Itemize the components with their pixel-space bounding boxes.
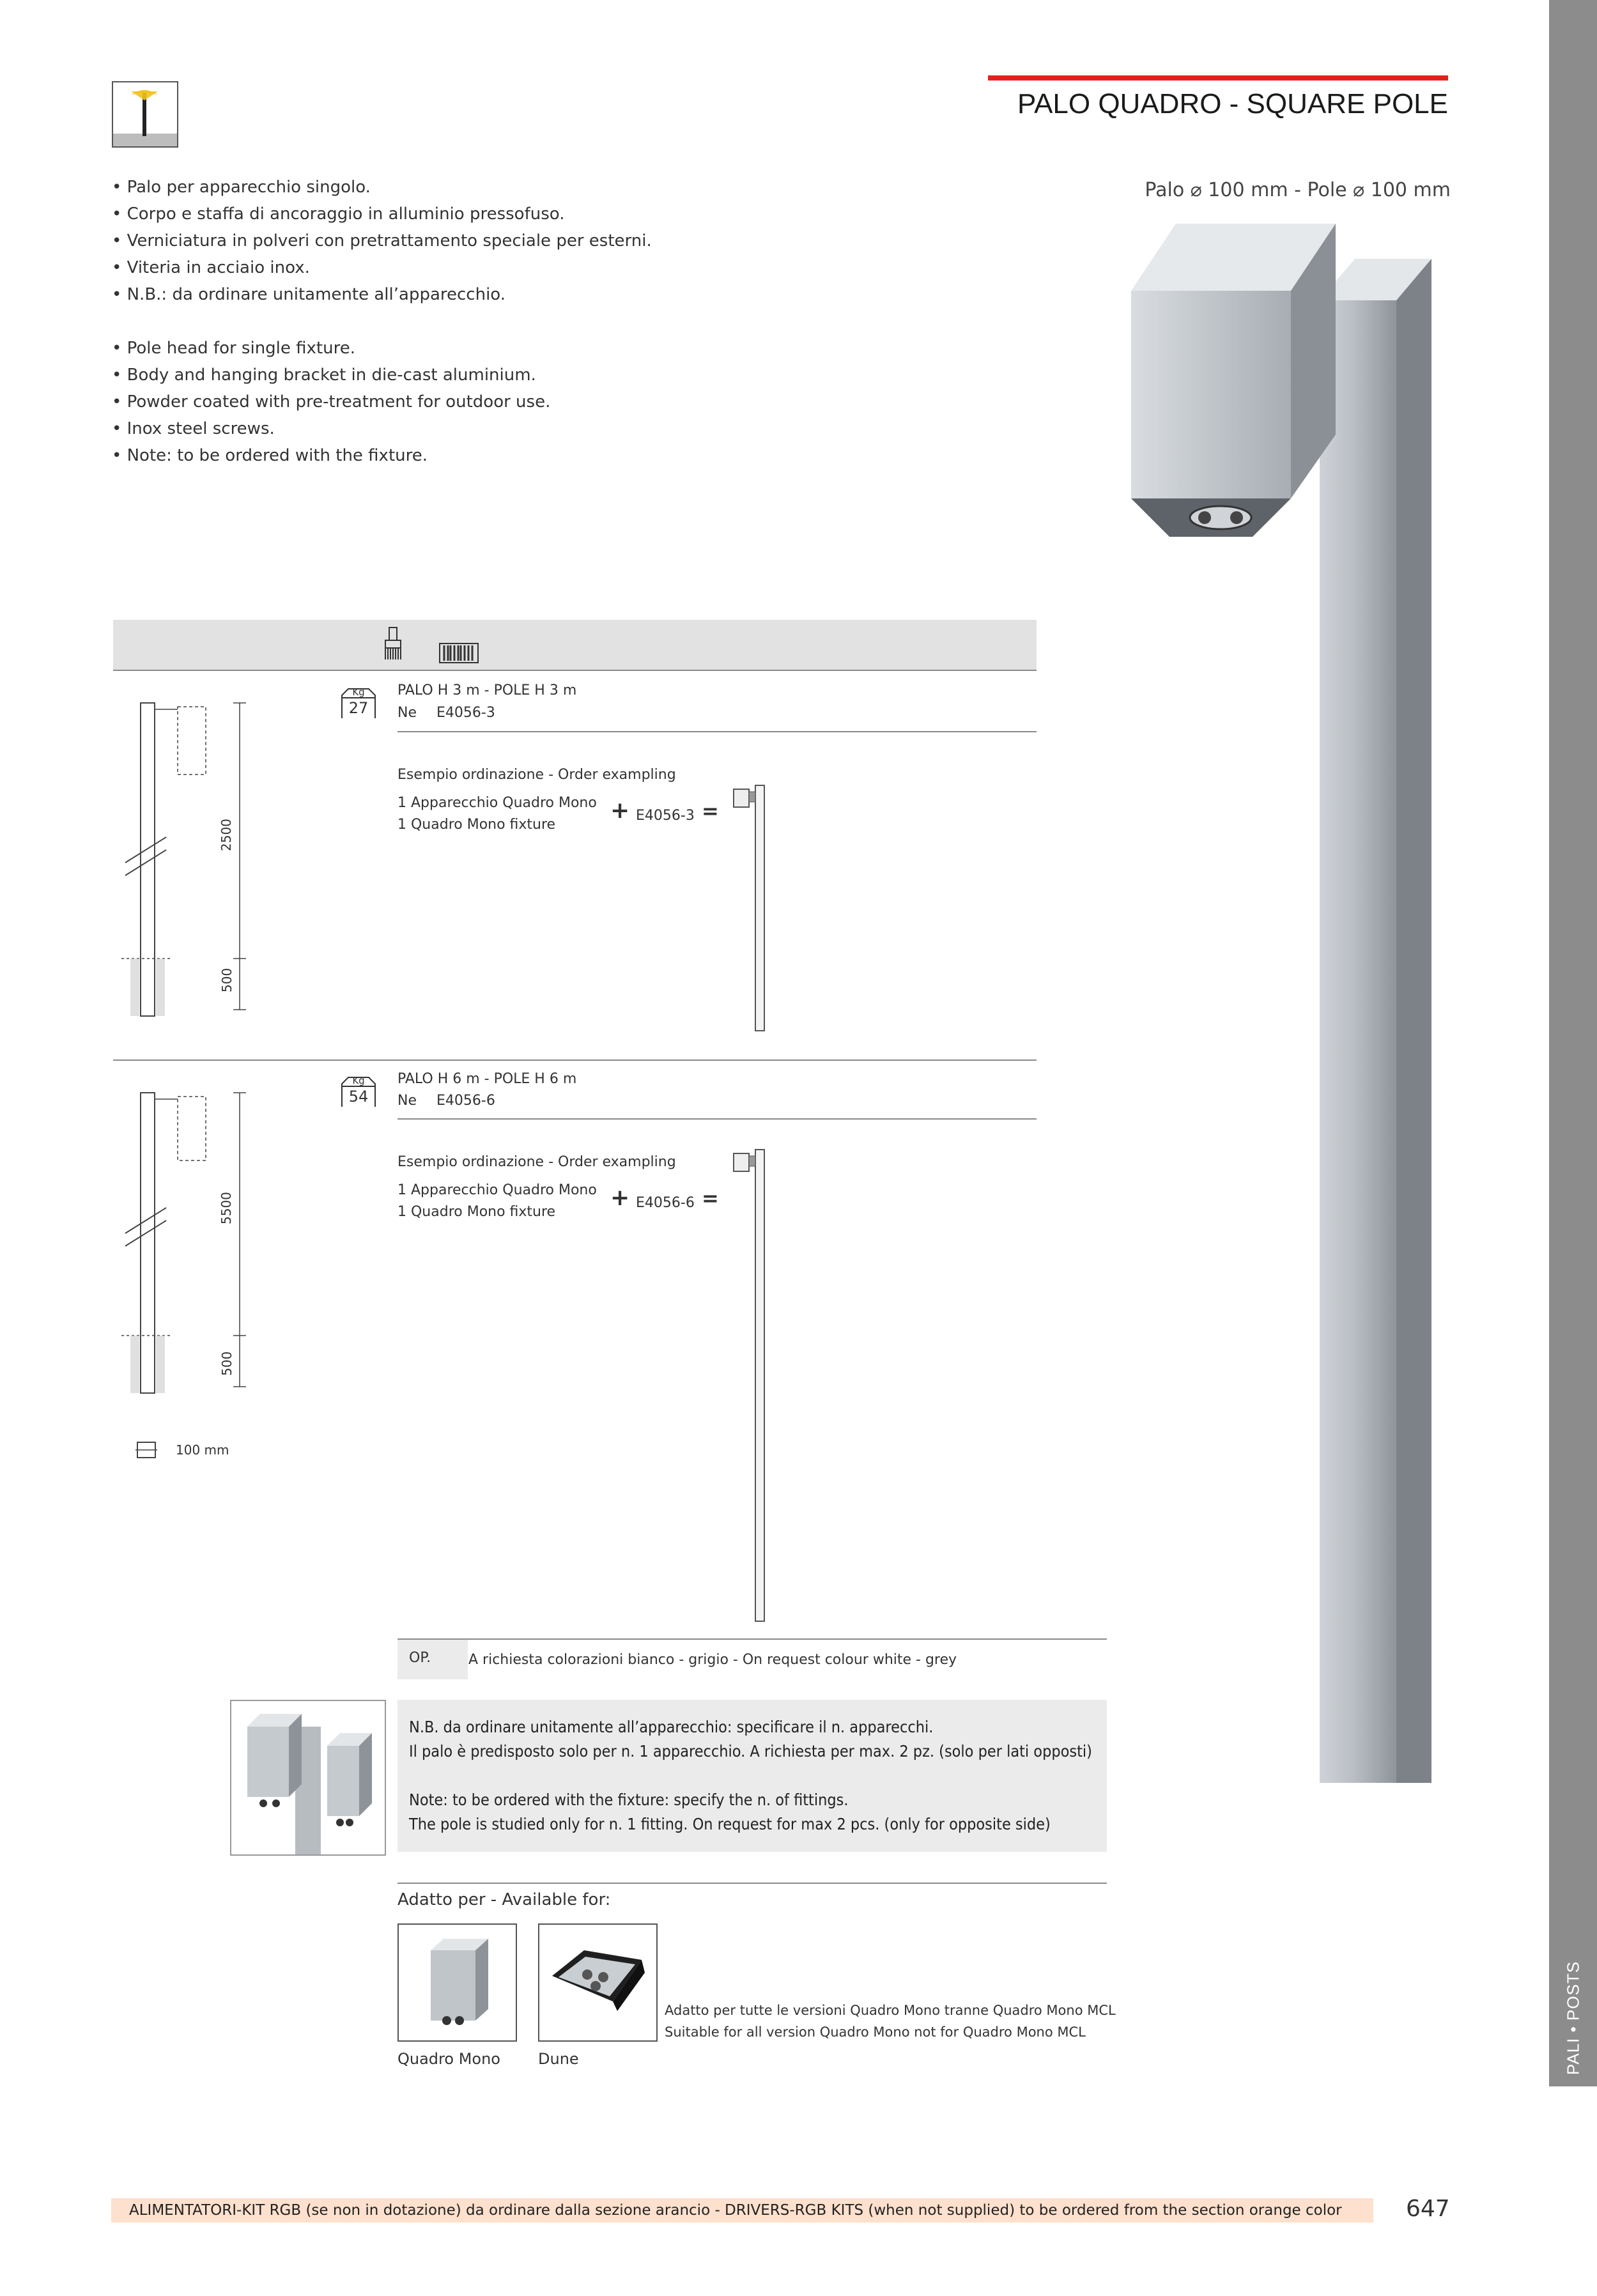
plus-sign: + bbox=[610, 797, 630, 824]
plus-sign: + bbox=[610, 1185, 630, 1211]
example-title: Esempio ordinazione - Order exampling bbox=[397, 767, 676, 783]
example-code: E4056-6 bbox=[636, 1195, 695, 1211]
category-icon bbox=[112, 81, 178, 148]
example-line: 1 Quadro Mono fixture bbox=[397, 1204, 556, 1220]
bullet-it: • Verniciatura in polveri con pretrattamento speciale per esterni. bbox=[112, 231, 652, 250]
compatibility-note-en: Suitable for all version Quadro Mono not for Quadro Mono MCL bbox=[665, 2024, 1086, 2040]
footer-banner bbox=[111, 2198, 1373, 2223]
assembled-pole-drawing bbox=[729, 1147, 773, 1623]
option-label: OP. bbox=[409, 1650, 431, 1666]
example-line: 1 Apparecchio Quadro Mono bbox=[397, 795, 597, 811]
bullet-it: • Corpo e staffa di ancoraggio in alluminio pressofuso. bbox=[112, 204, 565, 224]
example-title: Esempio ordinazione - Order exampling bbox=[397, 1154, 676, 1170]
option-label-box bbox=[397, 1640, 468, 1679]
weight-unit: Kg bbox=[352, 1075, 365, 1086]
note-it-1: N.B. da ordinare unitamente all’apparecchio: specificare il n. apparecchi. bbox=[409, 1718, 934, 1736]
bullet-it: • N.B.: da ordinare unitamente all’apparecchio. bbox=[112, 285, 506, 304]
divider bbox=[397, 1883, 1107, 1884]
product-code: E4056-6 bbox=[436, 1093, 495, 1109]
product-color: Ne bbox=[397, 1093, 417, 1109]
example-line: 1 Apparecchio Quadro Mono bbox=[397, 1182, 597, 1198]
compatible-product-label: Quadro Mono bbox=[397, 2050, 500, 2068]
bullet-en: • Inox steel screws. bbox=[112, 419, 275, 438]
section-size: 100 mm bbox=[176, 1442, 229, 1458]
footer-text: ALIMENTATORI-KIT RGB (se non in dotazione) da ordinare dalla sezione arancio - DRIVERS-RGB KITS (when not supplied) to be ordered from the section orange color bbox=[129, 2202, 1342, 2219]
order-note bbox=[397, 1700, 1107, 1852]
weight-value: 27 bbox=[348, 699, 369, 717]
bullet-en: • Pole head for single fixture. bbox=[112, 339, 355, 358]
note-it-2: Il palo è predisposto solo per n. 1 apparecchio. A richiesta per max. 2 pz. (solo per lati opposti) bbox=[409, 1742, 1092, 1761]
bullet-en: • Powder coated with pre-treatment for outdoor use. bbox=[112, 392, 551, 412]
title-accent-bar bbox=[988, 75, 1448, 81]
weight-unit: Kg bbox=[352, 686, 365, 698]
dimension-ground: 500 bbox=[219, 1351, 235, 1376]
compatibility-note-it: Adatto per tutte le versioni Quadro Mono tranne Quadro Mono MCL bbox=[665, 2003, 1116, 2018]
divider bbox=[397, 1638, 1107, 1640]
weight-badge bbox=[341, 1074, 376, 1108]
divider bbox=[113, 1059, 1037, 1061]
divider bbox=[113, 670, 1037, 671]
section-sidebar bbox=[1549, 0, 1597, 2086]
compatible-product-label: Dune bbox=[538, 2050, 579, 2068]
barcode-icon bbox=[439, 643, 479, 663]
available-title: Adatto per - Available for: bbox=[397, 1890, 611, 1909]
section-label-text: PALI • POSTS bbox=[1563, 1961, 1582, 2076]
note-en-2: The pole is studied only for n. 1 fitting. On request for max 2 pcs. (only for opposite side) bbox=[409, 1815, 1051, 1833]
technical-drawing-h3 bbox=[121, 690, 268, 1022]
technical-drawing-h6 bbox=[121, 1080, 268, 1399]
product-code: E4056-3 bbox=[436, 705, 495, 721]
bullet-it: • Palo per apparecchio singolo. bbox=[112, 178, 371, 197]
example-code: E4056-3 bbox=[636, 808, 695, 824]
compatible-product-quadro-mono[interactable] bbox=[397, 1923, 517, 2042]
product-name: PALO H 3 m - POLE H 3 m bbox=[397, 682, 577, 698]
compatible-product-dune[interactable] bbox=[538, 1923, 658, 2042]
product-color: Ne bbox=[397, 705, 417, 721]
description-list bbox=[112, 174, 652, 469]
product-name: PALO H 6 m - POLE H 6 m bbox=[397, 1071, 577, 1087]
bullet-en: • Body and hanging bracket in die-cast aluminium. bbox=[112, 366, 536, 385]
product-photo bbox=[1125, 224, 1457, 1783]
dimension-height: 2500 bbox=[219, 819, 234, 851]
divider bbox=[397, 731, 1037, 732]
bullet-en: • Note: to be ordered with the fixture. bbox=[112, 446, 428, 465]
equals-sign: = bbox=[702, 799, 719, 823]
option-text: A richiesta colorazioni bianco - grigio - On request colour white - grey bbox=[468, 1652, 957, 1668]
pole-size-subtitle: Palo ⌀ 100 mm - Pole ⌀ 100 mm bbox=[1145, 179, 1451, 201]
paint-brush-icon bbox=[382, 626, 405, 662]
dimension-ground: 500 bbox=[219, 967, 235, 992]
bullet-it: • Viteria in acciaio inox. bbox=[112, 258, 310, 277]
square-section-icon bbox=[135, 1440, 157, 1460]
equals-sign: = bbox=[702, 1186, 719, 1210]
double-fixture-photo bbox=[230, 1700, 386, 1856]
weight-value: 54 bbox=[348, 1088, 369, 1106]
section-label bbox=[1549, 1954, 1597, 2082]
assembled-pole-drawing bbox=[729, 783, 773, 1032]
example-line: 1 Quadro Mono fixture bbox=[397, 817, 556, 833]
divider bbox=[397, 1118, 1037, 1120]
note-en-1: Note: to be ordered with the fixture: specify the n. of fittings. bbox=[409, 1791, 849, 1809]
dimension-height: 5500 bbox=[219, 1192, 234, 1224]
page-number: 647 bbox=[1406, 2196, 1450, 2222]
table-header bbox=[113, 620, 1037, 670]
page-title: PALO QUADRO - SQUARE POLE bbox=[1017, 88, 1448, 119]
weight-badge bbox=[341, 685, 376, 720]
